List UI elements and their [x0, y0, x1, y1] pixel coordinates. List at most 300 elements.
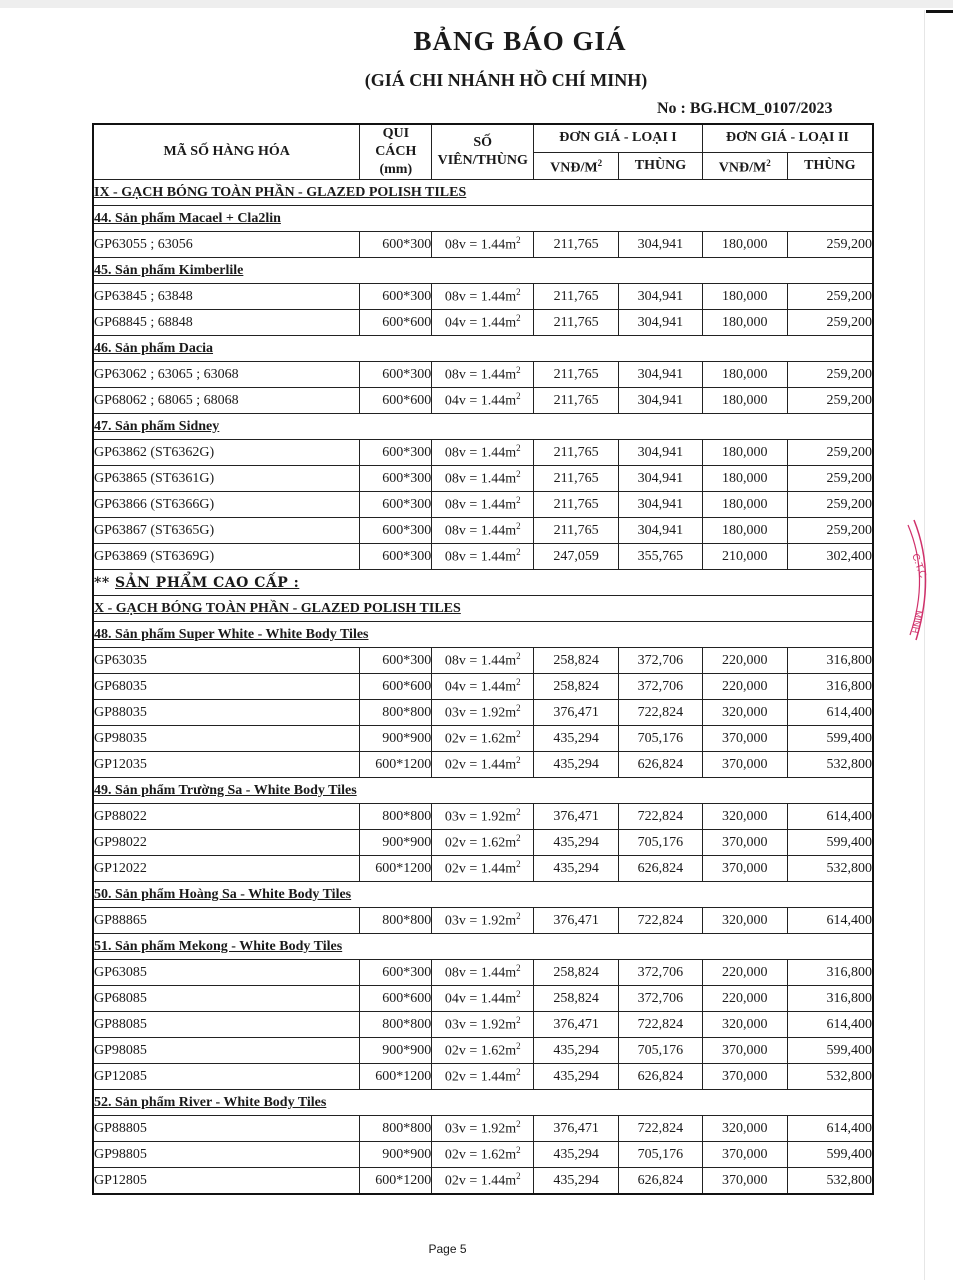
- header-size: QUI CÁCH (mm): [360, 124, 432, 180]
- price-type1-per-box: 372,706: [619, 960, 703, 986]
- product-group-row: [93, 1090, 873, 1116]
- pieces-per-box: [432, 492, 534, 518]
- pieces-per-box: [432, 1064, 534, 1090]
- price-type1-per-box: 626,824: [619, 752, 703, 778]
- pieces-per-box: [432, 440, 534, 466]
- price-type2-per-m2: 180,000: [702, 388, 787, 414]
- company-stamp: [900, 515, 940, 645]
- pack-value: 04v = 1.44m: [444, 679, 517, 695]
- section-row: [93, 596, 873, 622]
- product-code: GP63035: [93, 648, 360, 674]
- price-type2-per-m2: 180,000: [702, 284, 787, 310]
- table-row: [93, 310, 873, 336]
- table-row: [93, 1064, 873, 1090]
- price-type1-per-box: 722,824: [619, 908, 703, 934]
- price-type2-per-box: 259,200: [787, 232, 873, 258]
- table-row: [93, 362, 873, 388]
- table-row: [93, 544, 873, 570]
- price-type1-per-m2: 435,294: [534, 1038, 619, 1064]
- price-type2-per-m2: 220,000: [702, 960, 787, 986]
- product-group-row: [93, 882, 873, 908]
- document-subtitle: (GIÁ CHI NHÁNH HỒ CHÍ MINH): [364, 70, 648, 90]
- pack-sup: 2: [516, 1041, 521, 1052]
- pack-value: 04v = 1.44m: [444, 991, 517, 1007]
- pack-value: 02v = 1.44m: [444, 1069, 517, 1085]
- header-code: MÃ SỐ HÀNG HÓA: [93, 124, 360, 180]
- product-group-row: [93, 414, 873, 440]
- price-table-header: [93, 124, 873, 180]
- pieces-per-box: [432, 908, 534, 934]
- premium-prefix: **: [94, 574, 116, 591]
- pieces-per-box: [432, 830, 534, 856]
- table-row: [93, 1038, 873, 1064]
- price-type1-per-box: 304,941: [619, 440, 703, 466]
- product-size: 900*900: [360, 1142, 432, 1168]
- price-type2-per-box: 599,400: [787, 1142, 873, 1168]
- product-code: GP12085: [93, 1064, 360, 1090]
- product-code: GP98085: [93, 1038, 360, 1064]
- product-size: 800*800: [360, 908, 432, 934]
- price-type2-per-box: 316,800: [787, 674, 873, 700]
- pieces-per-box: [432, 388, 534, 414]
- header-type1-per-m2: VNĐ/$M^2$: [534, 152, 619, 180]
- product-size: 600*1200: [360, 856, 432, 882]
- product-size: 600*300: [360, 648, 432, 674]
- product-code: GP88805: [93, 1116, 360, 1142]
- price-type2-per-m2: 370,000: [702, 726, 787, 752]
- product-code: GP88035: [93, 700, 360, 726]
- header-type2-per-m2: VNĐ/$M^2$: [702, 152, 787, 180]
- price-type1-per-box: 626,824: [619, 1064, 703, 1090]
- table-row: [93, 232, 873, 258]
- price-type1-per-box: 372,706: [619, 648, 703, 674]
- pieces-per-box: [432, 518, 534, 544]
- price-type2-per-m2: 180,000: [702, 492, 787, 518]
- pieces-per-box: [432, 752, 534, 778]
- price-type1-per-box: 626,824: [619, 856, 703, 882]
- pack-value: 08v = 1.44m: [444, 445, 517, 461]
- product-group-row: [93, 258, 873, 284]
- table-row: [93, 648, 873, 674]
- pack-sup: 2: [516, 235, 521, 246]
- price-type1-per-m2: 258,824: [534, 986, 619, 1012]
- product-code: GP68035: [93, 674, 360, 700]
- price-type1-per-m2: 247,059: [534, 544, 619, 570]
- table-row: [93, 466, 873, 492]
- product-size: 800*800: [360, 1116, 432, 1142]
- price-type2-per-box: 316,800: [787, 960, 873, 986]
- price-type1-per-m2: 435,294: [534, 752, 619, 778]
- price-type2-per-box: 259,200: [787, 310, 873, 336]
- price-type1-per-box: 304,941: [619, 310, 703, 336]
- header-type2-per-box: THÙNG: [787, 152, 873, 180]
- pack-sup: 2: [516, 807, 521, 818]
- price-type2-per-m2: 320,000: [702, 804, 787, 830]
- price-type1-per-box: 705,176: [619, 726, 703, 752]
- price-type1-per-m2: 211,765: [534, 232, 619, 258]
- pack-value: 03v = 1.92m: [444, 1121, 517, 1137]
- product-group-title: 52. Sản phẩm River - White Body Tiles: [93, 1090, 873, 1116]
- pieces-per-box: [432, 284, 534, 310]
- pack-value: 02v = 1.62m: [444, 1043, 517, 1059]
- pack-value: 08v = 1.44m: [444, 237, 517, 253]
- price-type2-per-m2: 320,000: [702, 908, 787, 934]
- product-size: 800*800: [360, 804, 432, 830]
- pieces-per-box: [432, 362, 534, 388]
- pack-value: 04v = 1.44m: [444, 393, 517, 409]
- price-type1-per-box: 626,824: [619, 1168, 703, 1195]
- pack-value: 08v = 1.44m: [444, 965, 517, 981]
- price-type2-per-box: 532,800: [787, 1168, 873, 1195]
- pieces-per-box: [432, 726, 534, 752]
- pack-value: 02v = 1.44m: [444, 757, 517, 773]
- pack-value: 04v = 1.44m: [444, 315, 517, 331]
- product-group-row: [93, 206, 873, 232]
- page-edge-line: [924, 10, 925, 1280]
- product-size: 600*600: [360, 388, 432, 414]
- pack-sup: 2: [516, 677, 521, 688]
- price-type1-per-box: 705,176: [619, 830, 703, 856]
- product-size: 600*600: [360, 310, 432, 336]
- pack-value: 08v = 1.44m: [444, 653, 517, 669]
- table-row: [93, 700, 873, 726]
- product-group-row: [93, 622, 873, 648]
- pack-value: 02v = 1.62m: [444, 1147, 517, 1163]
- price-type2-per-box: 302,400: [787, 544, 873, 570]
- product-code: GP88085: [93, 1012, 360, 1038]
- pack-sup: 2: [516, 287, 521, 298]
- pack-sup: 2: [516, 313, 521, 324]
- product-size: 600*300: [360, 960, 432, 986]
- price-type2-per-m2: 220,000: [702, 648, 787, 674]
- table-row: [93, 908, 873, 934]
- price-type2-per-box: 614,400: [787, 908, 873, 934]
- product-group-row: [93, 778, 873, 804]
- pieces-per-box: [432, 466, 534, 492]
- price-type1-per-box: 705,176: [619, 1038, 703, 1064]
- product-code: GP12035: [93, 752, 360, 778]
- pack-value: 08v = 1.44m: [444, 367, 517, 383]
- price-type2-per-box: 599,400: [787, 830, 873, 856]
- price-type2-per-box: 259,200: [787, 492, 873, 518]
- price-type2-per-box: 614,400: [787, 1012, 873, 1038]
- price-type1-per-box: 304,941: [619, 284, 703, 310]
- premium-heading: [93, 570, 873, 596]
- table-row: [93, 492, 873, 518]
- table-row: [93, 1142, 873, 1168]
- product-size: 600*300: [360, 518, 432, 544]
- pieces-per-box: [432, 648, 534, 674]
- header-type1-per-box: THÙNG: [619, 152, 703, 180]
- table-row: [93, 388, 873, 414]
- product-code: GP63055 ; 63056: [93, 232, 360, 258]
- pack-value: 08v = 1.44m: [444, 471, 517, 487]
- product-group-title: 44. Sản phẩm Macael + Cla2lin: [93, 206, 873, 232]
- price-type1-per-m2: 211,765: [534, 284, 619, 310]
- price-type2-per-box: 259,200: [787, 284, 873, 310]
- header-pack: SỐ VIÊN/THÙNG: [432, 124, 534, 180]
- price-type2-per-box: 316,800: [787, 986, 873, 1012]
- price-type1-per-m2: 435,294: [534, 1142, 619, 1168]
- product-code: GP12022: [93, 856, 360, 882]
- price-type1-per-m2: 211,765: [534, 440, 619, 466]
- price-type1-per-box: 705,176: [619, 1142, 703, 1168]
- price-type1-per-box: 355,765: [619, 544, 703, 570]
- product-group-row: [93, 336, 873, 362]
- pack-sup: 2: [516, 859, 521, 870]
- table-row: [93, 1116, 873, 1142]
- table-row: [93, 830, 873, 856]
- price-type1-per-m2: 376,471: [534, 804, 619, 830]
- pack-value: 08v = 1.44m: [444, 549, 517, 565]
- product-code: GP63866 (ST6366G): [93, 492, 360, 518]
- price-type2-per-m2: 180,000: [702, 440, 787, 466]
- price-type2-per-m2: 210,000: [702, 544, 787, 570]
- pack-sup: 2: [516, 703, 521, 714]
- pieces-per-box: [432, 544, 534, 570]
- pack-value: 02v = 1.62m: [444, 835, 517, 851]
- price-type1-per-m2: 211,765: [534, 518, 619, 544]
- pieces-per-box: [432, 232, 534, 258]
- price-type1-per-m2: 258,824: [534, 674, 619, 700]
- product-group-row: [93, 934, 873, 960]
- price-type2-per-m2: 180,000: [702, 310, 787, 336]
- price-type1-per-box: 372,706: [619, 674, 703, 700]
- price-type2-per-box: 259,200: [787, 440, 873, 466]
- product-code: GP68845 ; 68848: [93, 310, 360, 336]
- header-price-type2: ĐƠN GIÁ - LOẠI II: [702, 124, 873, 152]
- price-type2-per-m2: 220,000: [702, 674, 787, 700]
- price-type1-per-m2: 435,294: [534, 856, 619, 882]
- product-size: 600*300: [360, 492, 432, 518]
- product-size: 800*800: [360, 700, 432, 726]
- price-type1-per-m2: 376,471: [534, 908, 619, 934]
- price-type2-per-box: 259,200: [787, 518, 873, 544]
- table-row: [93, 856, 873, 882]
- product-group-title: 45. Sản phẩm Kimberlile: [93, 258, 873, 284]
- price-type2-per-m2: 180,000: [702, 466, 787, 492]
- product-code: GP63867 (ST6365G): [93, 518, 360, 544]
- pieces-per-box: [432, 700, 534, 726]
- product-code: GP63865 (ST6361G): [93, 466, 360, 492]
- product-code: GP63869 (ST6369G): [93, 544, 360, 570]
- svg-text:C.T.C: C.T.C: [909, 552, 929, 580]
- product-group-title: 47. Sản phẩm Sidney: [93, 414, 873, 440]
- pack-sup: 2: [516, 391, 521, 402]
- product-size: 600*600: [360, 986, 432, 1012]
- price-type1-per-box: 304,941: [619, 232, 703, 258]
- product-code: GP63845 ; 63848: [93, 284, 360, 310]
- price-type1-per-m2: 211,765: [534, 388, 619, 414]
- product-code: GP98022: [93, 830, 360, 856]
- product-size: 600*600: [360, 674, 432, 700]
- premium-label: SẢN PHẨM CAO CẤP :: [115, 574, 300, 591]
- price-type2-per-m2: 220,000: [702, 986, 787, 1012]
- pieces-per-box: [432, 856, 534, 882]
- product-size: 600*1200: [360, 1064, 432, 1090]
- pack-value: 03v = 1.92m: [444, 913, 517, 929]
- price-type1-per-m2: 211,765: [534, 466, 619, 492]
- price-type2-per-box: 614,400: [787, 1116, 873, 1142]
- pieces-per-box: [432, 986, 534, 1012]
- header-price-type1: ĐƠN GIÁ - LOẠI I: [534, 124, 703, 152]
- price-type2-per-box: 532,800: [787, 856, 873, 882]
- product-size: 900*900: [360, 1038, 432, 1064]
- table-row: [93, 726, 873, 752]
- product-size: 900*900: [360, 830, 432, 856]
- product-size: 600*300: [360, 544, 432, 570]
- pack-sup: 2: [516, 1015, 521, 1026]
- product-group-title: 51. Sản phẩm Mekong - White Body Tiles: [93, 934, 873, 960]
- pieces-per-box: [432, 1142, 534, 1168]
- price-type1-per-m2: 435,294: [534, 1168, 619, 1195]
- table-row: [93, 986, 873, 1012]
- table-row: [93, 752, 873, 778]
- table-row: [93, 960, 873, 986]
- price-table: [92, 123, 874, 1195]
- premium-heading-row: [93, 570, 873, 596]
- pack-sup: 2: [516, 521, 521, 532]
- product-code: GP98035: [93, 726, 360, 752]
- price-type2-per-box: 259,200: [787, 466, 873, 492]
- price-type2-per-m2: 320,000: [702, 1012, 787, 1038]
- pack-sup: 2: [516, 963, 521, 974]
- product-code: GP68085: [93, 986, 360, 1012]
- price-type2-per-m2: 180,000: [702, 232, 787, 258]
- pack-sup: 2: [516, 365, 521, 376]
- section-row: [93, 180, 873, 206]
- document-title: BẢNG BÁO GIÁ: [413, 26, 627, 56]
- product-size: 600*1200: [360, 752, 432, 778]
- price-type1-per-m2: 258,824: [534, 960, 619, 986]
- pack-value: 03v = 1.92m: [444, 1017, 517, 1033]
- price-type2-per-m2: 370,000: [702, 1168, 787, 1195]
- pack-value: 08v = 1.44m: [444, 523, 517, 539]
- pack-sup: 2: [516, 495, 521, 506]
- top-margin-strip: [0, 0, 953, 8]
- product-group-title: 50. Sản phẩm Hoàng Sa - White Body Tiles: [93, 882, 873, 908]
- price-type1-per-m2: 376,471: [534, 1116, 619, 1142]
- pieces-per-box: [432, 1116, 534, 1142]
- table-row: [93, 804, 873, 830]
- product-code: GP88865: [93, 908, 360, 934]
- price-type2-per-box: 316,800: [787, 648, 873, 674]
- pack-sup: 2: [516, 911, 521, 922]
- price-type1-per-box: 722,824: [619, 700, 703, 726]
- price-type1-per-m2: 211,765: [534, 492, 619, 518]
- product-size: 900*900: [360, 726, 432, 752]
- price-type1-per-box: 304,941: [619, 492, 703, 518]
- pack-sup: 2: [516, 755, 521, 766]
- pack-sup: 2: [516, 1067, 521, 1078]
- price-type2-per-m2: 320,000: [702, 700, 787, 726]
- pieces-per-box: [432, 310, 534, 336]
- price-type1-per-box: 304,941: [619, 362, 703, 388]
- price-type2-per-m2: 320,000: [702, 1116, 787, 1142]
- price-type1-per-m2: 376,471: [534, 700, 619, 726]
- pack-value: 08v = 1.44m: [444, 289, 517, 305]
- price-type2-per-m2: 370,000: [702, 856, 787, 882]
- scan-edge-mark: [926, 10, 953, 13]
- price-type2-per-m2: 370,000: [702, 752, 787, 778]
- product-size: 600*300: [360, 466, 432, 492]
- pieces-per-box: [432, 1168, 534, 1195]
- pack-value: 08v = 1.44m: [444, 497, 517, 513]
- product-group-title: 46. Sản phẩm Dacia: [93, 336, 873, 362]
- price-type1-per-box: 304,941: [619, 466, 703, 492]
- pack-sup: 2: [516, 833, 521, 844]
- product-size: 600*300: [360, 362, 432, 388]
- product-code: GP63085: [93, 960, 360, 986]
- price-type2-per-m2: 370,000: [702, 1064, 787, 1090]
- document-number: No : BG.HCM_0107/2023: [657, 100, 833, 117]
- pieces-per-box: [432, 1012, 534, 1038]
- product-code: GP63862 (ST6362G): [93, 440, 360, 466]
- page-number: Page 5: [428, 1242, 467, 1256]
- price-type2-per-box: 532,800: [787, 1064, 873, 1090]
- price-table-body: [93, 180, 873, 1195]
- table-row: [93, 518, 873, 544]
- price-type1-per-box: 372,706: [619, 986, 703, 1012]
- table-row: [93, 284, 873, 310]
- price-type1-per-box: 722,824: [619, 1012, 703, 1038]
- price-type1-per-m2: 435,294: [534, 1064, 619, 1090]
- pieces-per-box: [432, 674, 534, 700]
- price-type2-per-box: 614,400: [787, 804, 873, 830]
- price-type1-per-m2: 211,765: [534, 310, 619, 336]
- pack-sup: 2: [516, 1119, 521, 1130]
- product-group-title: 48. Sản phẩm Super White - White Body Tiles: [93, 622, 873, 648]
- section-title: IX - GẠCH BÓNG TOÀN PHẦN - GLAZED POLISH TILES: [93, 180, 873, 206]
- price-type2-per-box: 259,200: [787, 388, 873, 414]
- pack-sup: 2: [516, 547, 521, 558]
- price-type2-per-m2: 180,000: [702, 362, 787, 388]
- price-type2-per-box: 532,800: [787, 752, 873, 778]
- pack-value: 02v = 1.44m: [444, 1173, 517, 1189]
- product-code: GP12805: [93, 1168, 360, 1195]
- price-type2-per-m2: 370,000: [702, 830, 787, 856]
- price-type1-per-box: 304,941: [619, 388, 703, 414]
- price-type2-per-m2: 180,000: [702, 518, 787, 544]
- price-type2-per-box: 259,200: [787, 362, 873, 388]
- product-code: GP98805: [93, 1142, 360, 1168]
- price-type1-per-box: 722,824: [619, 804, 703, 830]
- price-type2-per-box: 599,400: [787, 726, 873, 752]
- product-code: GP68062 ; 68065 ; 68068: [93, 388, 360, 414]
- price-type1-per-box: 722,824: [619, 1116, 703, 1142]
- price-type1-per-m2: 258,824: [534, 648, 619, 674]
- pack-value: 02v = 1.62m: [444, 731, 517, 747]
- section-title: X - GẠCH BÓNG TOÀN PHẦN - GLAZED POLISH TILES: [93, 596, 873, 622]
- product-size: 600*300: [360, 440, 432, 466]
- table-row: [93, 674, 873, 700]
- pack-sup: 2: [516, 1145, 521, 1156]
- table-row: [93, 1012, 873, 1038]
- svg-text:MINH: MINH: [910, 609, 924, 635]
- pack-sup: 2: [516, 443, 521, 454]
- pieces-per-box: [432, 960, 534, 986]
- pack-sup: 2: [516, 989, 521, 1000]
- pieces-per-box: [432, 804, 534, 830]
- pack-sup: 2: [516, 1171, 521, 1182]
- price-type2-per-m2: 370,000: [702, 1038, 787, 1064]
- price-type2-per-m2: 370,000: [702, 1142, 787, 1168]
- product-size: 600*300: [360, 284, 432, 310]
- pack-sup: 2: [516, 729, 521, 740]
- product-code: GP88022: [93, 804, 360, 830]
- table-row: [93, 1168, 873, 1195]
- pack-value: 02v = 1.44m: [444, 861, 517, 877]
